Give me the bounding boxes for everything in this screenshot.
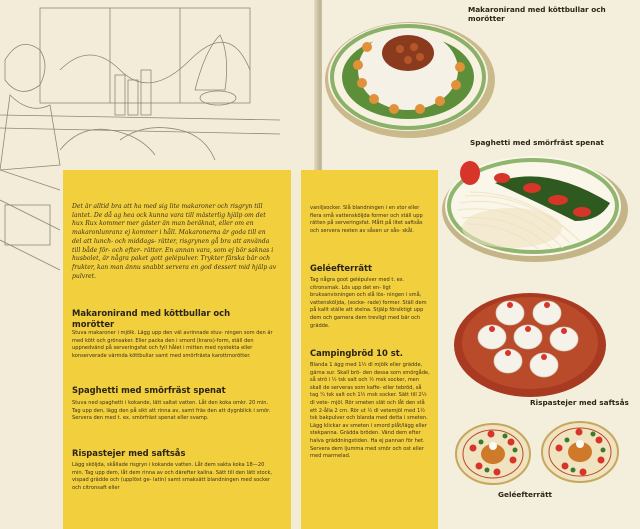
rispastejer-continued-text: vaniljsocker. Slå blandningen i en stor eller flera små vattensköljda former och ställ upp rätten på serveringsfat. Mått på litet saftsås och servera resten av såsen ur sås- skål. xyxy=(310,205,423,234)
recipe-heading-campingbrod: Campingbröd 10 st. xyxy=(310,348,403,358)
makaronirand-photo xyxy=(322,5,492,140)
caption-spaghetti: Spaghetti med smörfräst spenat xyxy=(470,138,604,147)
intro-paragraph: Det är alltid bra att ha med sig lite makaroner och risgryn till lantet. De då ag hea ock kunna vara till mästerlig hjälp om det hux Rux kommer mer gäster än man beräknat, eller om en makaronlunranz ej kommer i håll. Makaronerna är goda till en del att lunch- och middags- rätter, risgrynen gå bra att använda till både för- och efter- rätter. En annan vara, som ej bör saknas i husbolet, är några paket gott gelépulver. Trykter färska bär och frukter, kan man ännu snabbt servera en god dessert mid hjälp av pulvret. xyxy=(72,203,277,280)
recipe-heading-spaghetti: Spaghetti med smörfräst spenat xyxy=(72,385,226,395)
recipe-body-spaghetti: Stuva ned spaghetti i kokande, lätt saltat vatten. Låt den koka omkr. 20 min. Tag upp den, lägg den på sikt att rinna av, samt fräs den att dygnblick i smör. Servera den med t. ex. smörfräst spenat eller svamp. xyxy=(72,400,271,422)
caption-makaronirand: Makaronirand med köttbullar och morötter xyxy=(468,5,606,23)
caption-geleefterratt: Geléefterrätt xyxy=(498,490,553,499)
recipe-heading-rispastejer: Rispastejer med saftsås xyxy=(72,448,186,458)
recipe-heading-makaronirand: Makaronirand med köttbullar och morötter xyxy=(72,308,231,329)
recipe-body-campingbrod: Blanda 1 ägg med 1½ dl mjölk eller grädde, gärna sur. Skall brö- den dessa som smörgåde, så strö i ½ tsk salt och ½ msk socker, men skall de serveras som kaffe- eller tebröd, så tag ¼ tsk salt och 1½ msk socker. Sätt till 2½ dl vete- mjöl. Rör smeten slät och låt den stå ett 2-ålla 2 cm. Rör ut ½ dl vetemjöl med 1½ tsk bakpulver och blanda med detta i smeten. Lägg klickar av smeten i smord plåt/lägg eller stekpanna. Grädda bröden. Vänd dem efter halva gräddningstiden. Ha ej pannan för het. Servera dem ljumma med smör och ost eller med marmelad. xyxy=(310,362,430,460)
recipe-body-geleefterratt: Tag några goot gelépulver med t. ex. citronsmak. Lös upp det en- ligt bruksanvisningen och slå lös- ningen i små, vattensköljda, (socke- rade) former. Ställ dem på kallt ställe att stelna. Stjälp försiktigt upp dem och garnera dem trevligt med bär och grädde. xyxy=(310,277,427,329)
recipe-heading-geleefterratt: Geléefterrätt xyxy=(310,263,373,273)
recipe-body-makaronirand: Stuva makaroner i mjölk. Lägg upp den väl avrinnade stuv- ningen som den är med kött och grönsaker. Eller packa den i smord (krans)-form, ställ den uppnedvänd på serveringsfat och fyll hålet i mitten med nystekta eller konserverade värmda köttbullar samt med smörfrästa karottmorötter. xyxy=(72,330,273,359)
caption-rispastejer: Rispastejer med saftsås xyxy=(530,398,629,407)
rispastejer-photo xyxy=(452,285,612,400)
geleefterratt-photo xyxy=(455,418,625,493)
spaghetti-photo xyxy=(440,148,630,263)
left-page xyxy=(0,0,318,529)
recipe-body-rispastejer: Lägg sköljda, skållade risgryn i kokande vatten. Låt dem sakta koka 18—20 min. Tag upp dem, låt dem rinna av och därefter kallna. Sätt till den lätt stock, vispad grädde och (upplöst ge- latin) samt smaksätt blandningen med socker och citronsaft eller xyxy=(72,462,273,491)
